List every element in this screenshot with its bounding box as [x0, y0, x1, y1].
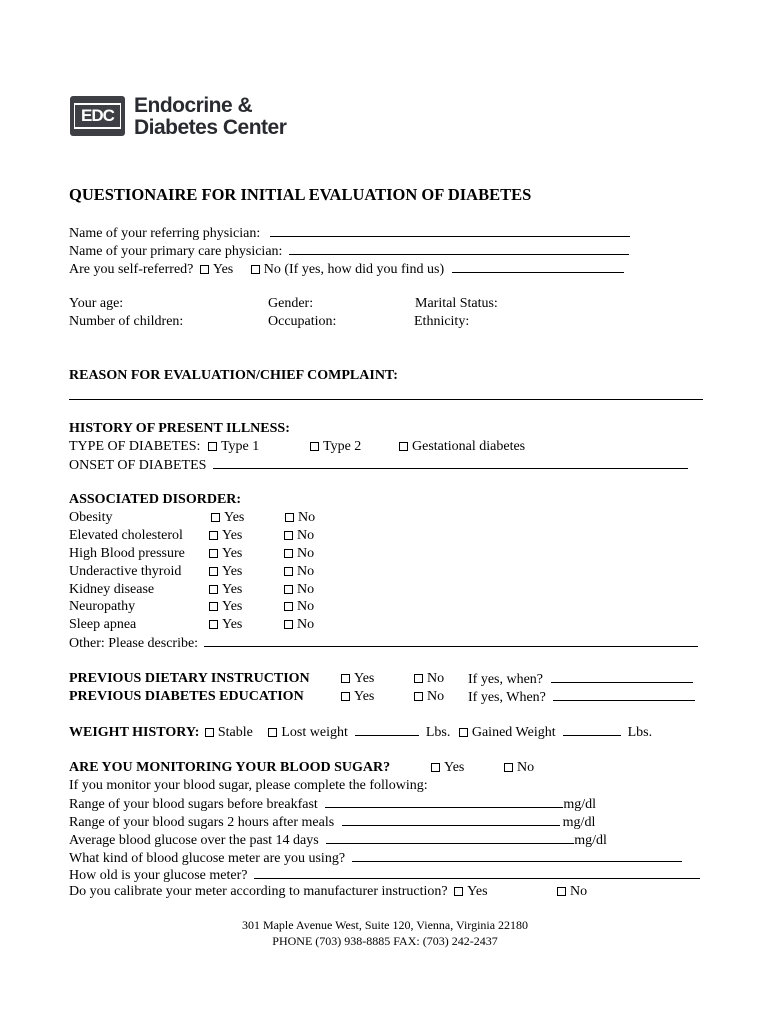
education-yes-option: [341, 688, 374, 705]
yes-label: Yes: [222, 582, 243, 597]
blood-pressure-yes-checkbox[interactable]: [209, 549, 218, 558]
dietary-when-row: [468, 670, 693, 688]
education-no-checkbox[interactable]: [414, 692, 423, 701]
disorder-yes-sleep-apnea: [209, 616, 242, 633]
weight-lost-amount-field[interactable]: [355, 723, 419, 736]
no-label: No: [298, 510, 316, 525]
yes-label: Yes: [224, 510, 245, 525]
neuropathy-yes-checkbox[interactable]: [209, 602, 218, 611]
dietary-no-checkbox[interactable]: [414, 674, 423, 683]
weight-gained-unit: Lbs.: [627, 725, 653, 740]
disorders-heading: ASSOCIATED DISORDER:: [69, 492, 242, 507]
disorder-no-thyroid: [284, 563, 314, 580]
no-label: No: [297, 564, 315, 579]
after-meals-range-label: Range of your blood sugars 2 hours after meals: [69, 815, 335, 830]
weight-lost-checkbox[interactable]: [268, 728, 277, 737]
monitoring-yes-checkbox[interactable]: [431, 763, 440, 772]
self-referred-no-label: No (If yes, how did you find us): [263, 262, 445, 277]
how-found-us-field[interactable]: [452, 260, 624, 273]
disorder-label-cholesterol: Elevated cholesterol: [69, 528, 183, 543]
other-disorder-row: [69, 634, 698, 652]
gestational-option: [399, 438, 525, 455]
calibrate-no-option: [557, 883, 587, 900]
logo-mark-text: EDC: [75, 105, 120, 127]
meter-kind-field[interactable]: [352, 849, 682, 862]
after-meals-range-field[interactable]: [342, 813, 560, 826]
calibrate-no-checkbox[interactable]: [557, 887, 566, 896]
monitoring-yes-option: [431, 759, 464, 776]
ethnicity-label: Ethnicity:: [414, 314, 470, 329]
type2-label: Type 2: [323, 439, 362, 454]
sleep-apnea-yes-checkbox[interactable]: [209, 620, 218, 629]
education-no-label: No: [427, 689, 445, 704]
neuropathy-no-checkbox[interactable]: [284, 602, 293, 611]
breakfast-range-field[interactable]: [325, 795, 563, 808]
disorder-label-kidney: Kidney disease: [69, 582, 155, 597]
diabetes-education-label: PREVIOUS DIABETES EDUCATION: [69, 689, 304, 704]
disorder-label-thyroid: Underactive thyroid: [69, 564, 182, 579]
disorder-no-sleep-apnea: [284, 616, 314, 633]
average-unit: mg/dl: [574, 833, 607, 848]
blood-pressure-no-checkbox[interactable]: [284, 549, 293, 558]
reason-heading: REASON FOR EVALUATION/CHIEF COMPLAINT:: [69, 368, 398, 383]
sleep-apnea-no-checkbox[interactable]: [284, 620, 293, 629]
footer-address: 301 Maple Avenue West, Suite 120, Vienna, Virginia 22180: [241, 918, 529, 932]
monitoring-no-label: No: [517, 760, 535, 775]
monitoring-no-checkbox[interactable]: [504, 763, 513, 772]
breakfast-range-label: Range of your blood sugars before breakfast: [69, 797, 318, 812]
education-no-option: [414, 688, 444, 705]
children-label: Number of children:: [69, 314, 184, 329]
yes-label: Yes: [222, 617, 243, 632]
primary-physician-label: Name of your primary care physician:: [69, 244, 283, 259]
after-meals-range-row: [69, 813, 595, 831]
monitoring-question: ARE YOU MONITORING YOUR BLOOD SUGAR?: [69, 760, 391, 775]
obesity-no-checkbox[interactable]: [285, 513, 294, 522]
logo-line-2: Diabetes Center: [134, 116, 287, 139]
education-when-label: If yes, When?: [468, 690, 546, 705]
disorder-no-kidney: [284, 581, 314, 598]
dietary-yes-label: Yes: [354, 671, 375, 686]
meter-age-field[interactable]: [254, 866, 700, 879]
weight-lost-label: Lost weight: [281, 725, 348, 740]
disorder-label-neuropathy: Neuropathy: [69, 599, 136, 614]
weight-gained-label: Gained Weight: [471, 725, 556, 740]
marital-status-label: Marital Status:: [415, 296, 498, 311]
dietary-when-field[interactable]: [551, 670, 693, 683]
dietary-no-option: [414, 670, 444, 687]
disorder-no-blood-pressure: [284, 545, 314, 562]
weight-lost-unit: Lbs.: [425, 725, 451, 740]
no-label: No: [297, 546, 315, 561]
monitoring-no-option: [504, 759, 534, 776]
cholesterol-yes-checkbox[interactable]: [209, 531, 218, 540]
occupation-label: Occupation:: [268, 314, 337, 329]
onset-label: ONSET OF DIABETES: [69, 458, 207, 473]
age-label: Your age:: [69, 296, 124, 311]
logo-line-1: Endocrine &: [134, 94, 253, 117]
monitoring-yes-label: Yes: [444, 760, 465, 775]
disorder-yes-thyroid: [209, 563, 242, 580]
disorder-label-sleep-apnea: Sleep apnea: [69, 617, 137, 632]
self-referred-yes-checkbox[interactable]: [200, 265, 209, 274]
edc-logo-mark: [70, 96, 125, 136]
diabetes-type-row: [69, 438, 259, 455]
disorder-yes-cholesterol: [209, 527, 242, 544]
self-referred-row: [69, 260, 624, 278]
logo-inner-frame: [74, 103, 121, 129]
average-glucose-label: Average blood glucose over the past 14 days: [69, 833, 319, 848]
cholesterol-no-checkbox[interactable]: [284, 531, 293, 540]
yes-label: Yes: [222, 599, 243, 614]
disorder-label-blood-pressure: High Blood pressure: [69, 546, 185, 561]
meter-kind-label: What kind of blood glucose meter are you using?: [69, 851, 346, 866]
disorder-no-obesity: [285, 509, 315, 526]
meter-kind-row: [69, 849, 682, 867]
type1-checkbox[interactable]: [208, 442, 217, 451]
dietary-yes-checkbox[interactable]: [341, 674, 350, 683]
footer-phone-fax: PHONE (703) 938-8885 FAX: (703) 242-2437: [272, 934, 498, 948]
dietary-no-label: No: [427, 671, 445, 686]
type1-label: Type 1: [220, 439, 260, 454]
monitoring-intro: If you monitor your blood sugar, please complete the following:: [69, 778, 428, 793]
breakfast-range-row: [69, 795, 596, 813]
logo-name: [134, 95, 286, 139]
primary-physician-row: [69, 242, 629, 260]
gestational-label: Gestational diabetes: [412, 439, 526, 454]
average-glucose-field[interactable]: [326, 831, 574, 844]
disorder-yes-obesity: [211, 509, 244, 526]
weight-history-label: WEIGHT HISTORY:: [69, 725, 200, 740]
education-yes-label: Yes: [354, 689, 375, 704]
diabetes-type-label: TYPE OF DIABETES:: [69, 439, 201, 454]
self-referred-no-checkbox[interactable]: [251, 265, 260, 274]
thyroid-yes-checkbox[interactable]: [209, 567, 218, 576]
kidney-yes-checkbox[interactable]: [209, 585, 218, 594]
kidney-no-checkbox[interactable]: [284, 585, 293, 594]
calibrate-label: Do you calibrate your meter according to manufacturer instruction?: [69, 884, 448, 899]
weight-gained-amount-field[interactable]: [563, 723, 621, 736]
other-disorder-label: Other: Please describe:: [69, 636, 199, 651]
breakfast-unit: mg/dl: [563, 797, 596, 812]
self-referred-yes-label: Yes: [212, 262, 234, 277]
yes-label: Yes: [222, 564, 243, 579]
dietary-yes-option: [341, 670, 374, 687]
type2-option: [310, 438, 361, 455]
no-label: No: [297, 528, 315, 543]
history-heading: HISTORY OF PRESENT ILLNESS:: [69, 421, 290, 436]
disorder-yes-neuropathy: [209, 598, 242, 615]
calibrate-yes-label: Yes: [467, 884, 488, 899]
education-when-field[interactable]: [553, 688, 695, 701]
weight-gained-checkbox[interactable]: [459, 728, 468, 737]
self-referred-label: Are you self-referred?: [69, 262, 194, 277]
no-label: No: [297, 617, 315, 632]
other-disorder-field[interactable]: [204, 634, 698, 647]
disorder-no-cholesterol: [284, 527, 314, 544]
education-yes-checkbox[interactable]: [341, 692, 350, 701]
page-title: QUESTIONAIRE FOR INITIAL EVALUATION OF DIABETES: [69, 185, 532, 204]
meter-age-row: [69, 866, 700, 884]
no-label: No: [297, 599, 315, 614]
calibrate-row: [69, 883, 488, 900]
after-meals-unit: mg/dl: [562, 815, 596, 830]
calibrate-no-label: No: [570, 884, 588, 899]
gestational-checkbox[interactable]: [399, 442, 408, 451]
referring-physician-row: [69, 224, 630, 242]
average-glucose-row: [69, 831, 607, 849]
reason-field[interactable]: [69, 399, 703, 400]
referring-physician-field[interactable]: [270, 224, 630, 237]
obesity-yes-checkbox[interactable]: [211, 513, 220, 522]
disorder-yes-blood-pressure: [209, 545, 242, 562]
meter-age-label: How old is your glucose meter?: [69, 868, 248, 883]
primary-physician-field[interactable]: [289, 242, 629, 255]
weight-stable-label: Stable: [217, 725, 253, 740]
gender-label: Gender:: [268, 296, 314, 311]
thyroid-no-checkbox[interactable]: [284, 567, 293, 576]
education-when-row: [468, 688, 695, 706]
dietary-when-label: If yes, when?: [468, 672, 544, 687]
disorder-no-neuropathy: [284, 598, 314, 615]
dietary-instruction-label: PREVIOUS DIETARY INSTRUCTION: [69, 671, 310, 686]
no-label: No: [297, 582, 315, 597]
yes-label: Yes: [222, 528, 243, 543]
calibrate-yes-checkbox[interactable]: [454, 887, 463, 896]
onset-row: [69, 456, 688, 474]
disorder-yes-kidney: [209, 581, 242, 598]
disorder-label-obesity: Obesity: [69, 510, 113, 525]
onset-field[interactable]: [213, 456, 688, 469]
weight-history-row: [69, 723, 652, 741]
weight-stable-checkbox[interactable]: [205, 728, 214, 737]
type2-checkbox[interactable]: [310, 442, 319, 451]
yes-label: Yes: [222, 546, 243, 561]
referring-physician-label: Name of your referring physician:: [69, 226, 261, 241]
